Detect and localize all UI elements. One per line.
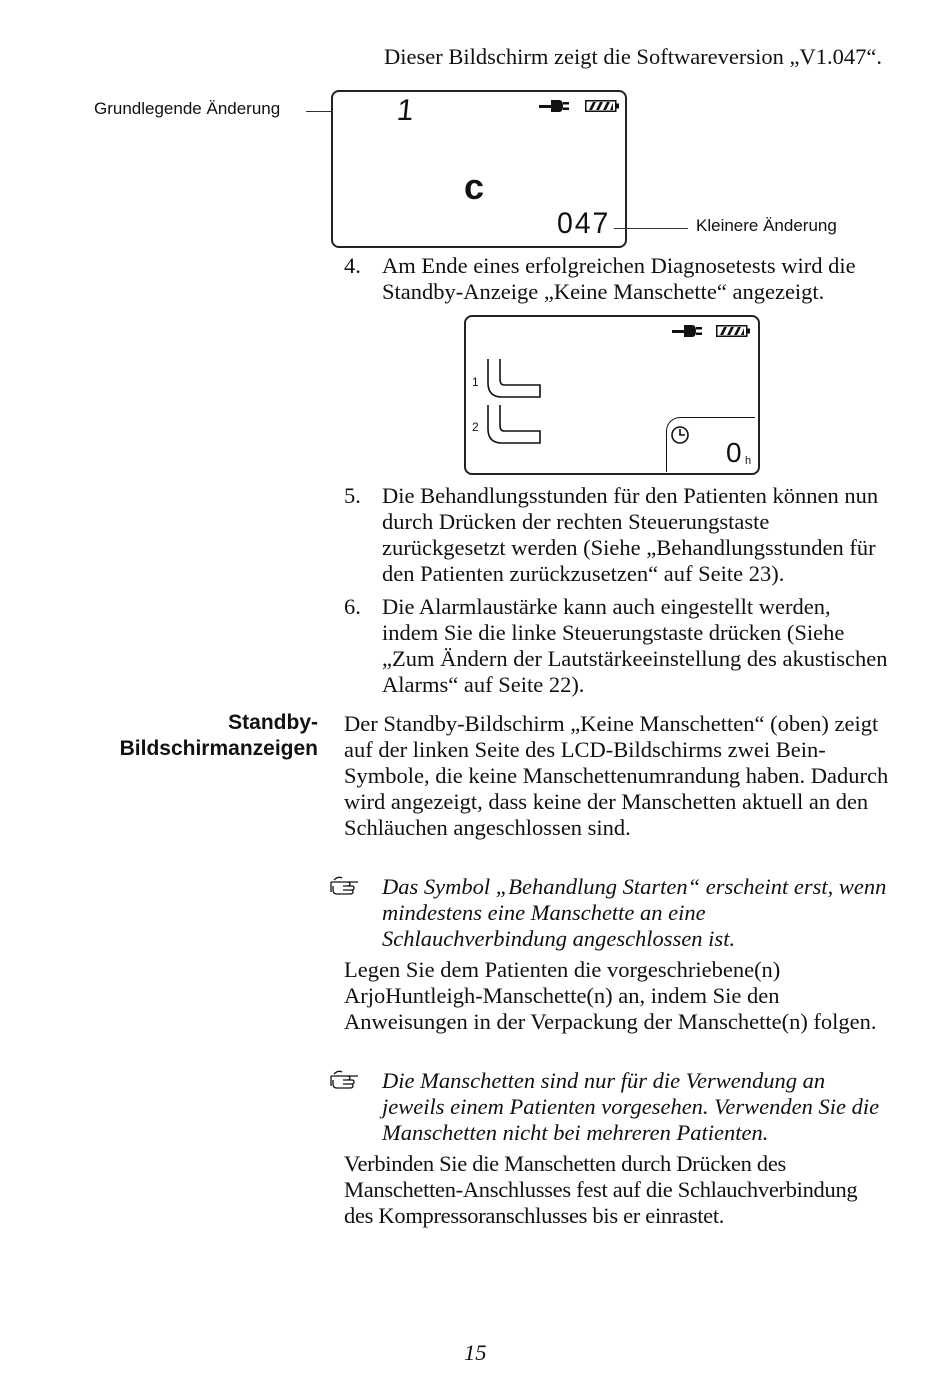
section-heading-line-2: Bildschirmanzeigen	[119, 737, 318, 760]
leg-icon	[486, 359, 542, 399]
step-text: Am Ende eines erfolgreichen Diagnosetests wird die Standby-Anzeige „Keine Manschette“ angezeigt.	[382, 253, 856, 304]
section-heading	[60, 710, 318, 762]
battery-icon	[716, 325, 750, 337]
paragraph-connect-cuffs: Verbinden Sie die Manschetten durch Drücken des Manschetten-Anschlusses fest auf die Schlauchverbindung des Kompressoranschlusses bis er einrastet.	[344, 1151, 858, 1228]
battery-icon	[585, 100, 619, 112]
hours-value: 0	[726, 437, 742, 468]
list-item-step-6	[344, 594, 894, 698]
standby-lcd-display	[464, 315, 760, 475]
clock-icon	[670, 425, 690, 445]
leg-icon	[486, 405, 542, 445]
version-lcd-display	[331, 90, 627, 248]
intro-line: Dieser Bildschirm zeigt die Softwareversion „V1.047“.	[384, 44, 882, 69]
page-number: 15	[464, 1340, 487, 1365]
note-text: Die Manschetten sind nur für die Verwendung an jeweils einem Patienten vorgesehen. Verwenden Sie die Manschetten nicht bei mehreren Patienten.	[382, 1068, 880, 1145]
plug-icon	[539, 99, 569, 113]
note-text: Das Symbol „Behandlung Starten“ erscheint erst, wenn mindestens eine Manschette an eine Schlauchverbindung angeschlossen ist.	[382, 874, 887, 951]
pointing-hand-icon	[330, 875, 360, 895]
minor-version-digits: 047	[557, 207, 611, 240]
plug-icon	[672, 324, 702, 338]
label-major-change: Grundlegende Änderung	[94, 99, 281, 118]
leg-2-label: 2	[472, 420, 479, 434]
step-number: 4.	[344, 253, 361, 278]
step-number: 5.	[344, 483, 361, 508]
list-item-step-4	[344, 253, 894, 305]
leader-line-minor	[614, 228, 688, 229]
section-heading-line-1: Standby-	[228, 711, 318, 734]
note-single-patient	[330, 1068, 890, 1148]
label-minor-change: Kleinere Änderung	[696, 216, 837, 235]
pointing-hand-icon	[330, 1069, 360, 1089]
leg-1-label: 1	[472, 375, 479, 389]
step-number: 6.	[344, 594, 361, 619]
step-text: Die Alarmlaustärke kann auch eingestellt werden, indem Sie die linke Steuerungstaste drücken (Siehe „Zum Ändern der Lautstärkeeinstellung des akustischen Alarms“ auf Seite 22).	[382, 594, 888, 697]
step-text: Die Behandlungsstunden für den Patienten können nun durch Drücken der rechten Steuerungstaste zurückgesetzt werden (Siehe „Behandlungsstunden für den Patienten zurückzusetzen“ auf Seite 23).	[382, 483, 879, 586]
major-version-digit: 1	[395, 94, 416, 127]
paragraph-standby-description: Der Standby-Bildschirm „Keine Manschetten“ (oben) zeigt auf der linken Seite des LCD-Bildschirms zwei Bein-Symbole, die keine Manschettenumrandung haben. Dadurch wird angezeigt, dass keine der Manschetten aktuell an den Schläuchen angeschlossen sind.	[344, 711, 889, 840]
list-item-step-5	[344, 483, 894, 587]
hours-unit: h	[745, 455, 752, 467]
mode-character: c	[464, 166, 486, 207]
note-treatment-start	[330, 874, 890, 954]
paragraph-apply-cuffs: Legen Sie dem Patienten die vorgeschriebene(n) ArjoHuntleigh-Manschette(n) an, indem Sie den Anweisungen in der Verpackung der Manschette(n) folgen.	[344, 957, 877, 1034]
